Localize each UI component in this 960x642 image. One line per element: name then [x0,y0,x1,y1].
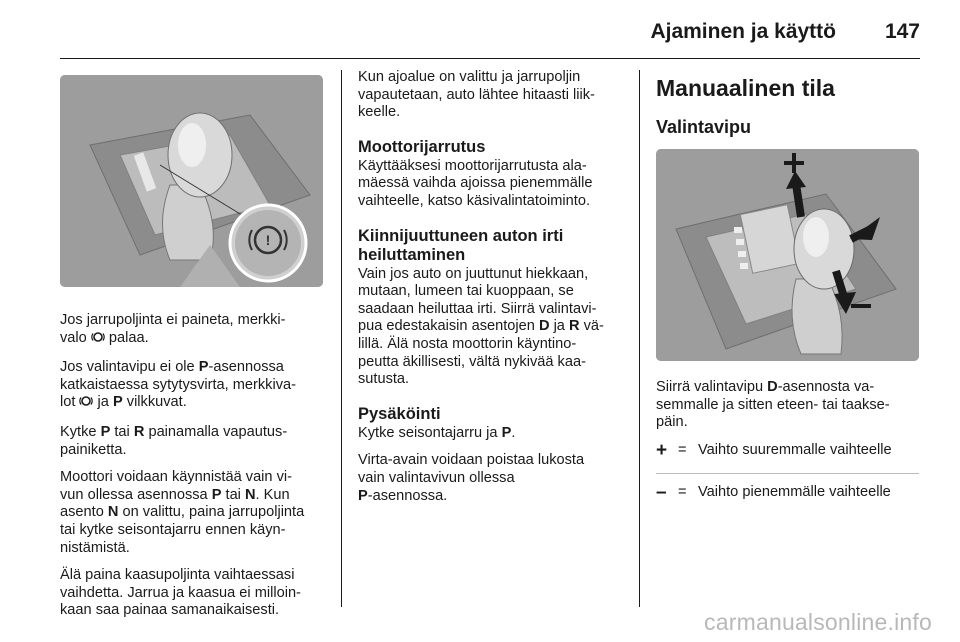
gear-lever-drawing [60,75,323,287]
heading-engine-brake: Moottorijarrutus [358,137,486,156]
heading-parking: Pysäköinti [358,404,441,423]
paragraph-accelerator: Älä paina kaasupoljinta vaihtaessasi vaihdetta. Jarrua ja kaasua ei milloin- kaan saa painaa samanaikaisesti. [60,567,301,619]
legend-upshift: + = Vaihto suuremmalle vaihteelle [656,440,892,462]
heading-selector-lever: Valintavipu [656,117,752,137]
paragraph-brake-light: Jos jarrupoljinta ei paineta, merkki- valo palaa. [60,312,323,349]
heading-rocking: Kiinnijuuttuneen auton irti heiluttaminen [358,226,564,264]
manual-mode-illustration [656,149,919,361]
svg-text:!: ! [265,232,271,248]
page-number: 147 [884,20,920,43]
watermark: carmanualsonline.info [704,609,932,635]
legend-downshift-text: Vaihto pienemmälle vaihteelle [698,484,891,501]
column-divider [341,70,342,607]
paragraph-engine-brake: Käyttääksesi moottorijarrutusta ala- mäessä vaihda ajoissa pienemmälle vaihteelle, katso käsivalintatoiminto. [358,157,593,209]
column-divider [639,70,640,607]
manual-shift-drawing [656,149,919,361]
paragraph-key: Virta-avain voidaan poistaa lukosta vain valintavivun ollessa P-asennossa. [358,452,585,504]
chapter-title: Ajaminen ja käyttö [650,20,836,43]
legend-downshift: – = Vaihto pienemmälle vaihteelle [656,482,891,504]
paragraph-parking-brake: Kytke seisontajarru ja P. [358,424,516,441]
paragraph-ignition: Jos valintavipu ei ole P-asennossa katkaistaessa sytytysvirta, merkkiva- lot ja P vilkkuvat. [60,359,323,414]
paragraph-rocking: Vain jos auto on juuttunut hiekkaan, mutaan, lumeen tai kuoppaan, se saadaan heiluttaa irti. Siirrä valintavi- pua edestakaisin asentojen D ja R vä- lillä. Älä nosta moottorin käyntino- peutta äkillisesti, vältä nykivää kaa- sutusta. [358,265,604,388]
paragraph-intro: Kun ajoalue on valittu ja jarrupoljin vapautetaan, auto lähtee hitaasti liik- keelle. [358,69,595,121]
plus-icon: + [656,440,668,462]
legend-upshift-text: Vaihto suuremmalle vaihteelle [698,442,892,459]
paragraph-release: Kytke P tai R painamalla vapautus- painiketta. [60,423,288,458]
heading-manual-mode: Manuaalinen tila [656,75,835,101]
column-1 [60,58,323,630]
column-2 [358,58,623,515]
brake-warning-icon [91,330,105,350]
column-3 [656,58,919,515]
paragraph-manual-desc: Siirrä valintavipu D-asennosta va- semmalle ja sitten eteen- tai taakse- päin. [656,379,890,431]
legend-divider [656,473,919,474]
page-header [60,0,920,59]
paragraph-start: Moottori voidaan käynnistää vain vi- vun ollessa asennossa P tai N. Kun asento N on valittu, paina jarrupoljinta tai kytke seisontajarru ennen käyn- nistämistä. [60,469,305,556]
brake-warning-icon [79,394,93,414]
minus-icon: – [656,482,667,504]
gear-lever-illustration [60,75,323,287]
